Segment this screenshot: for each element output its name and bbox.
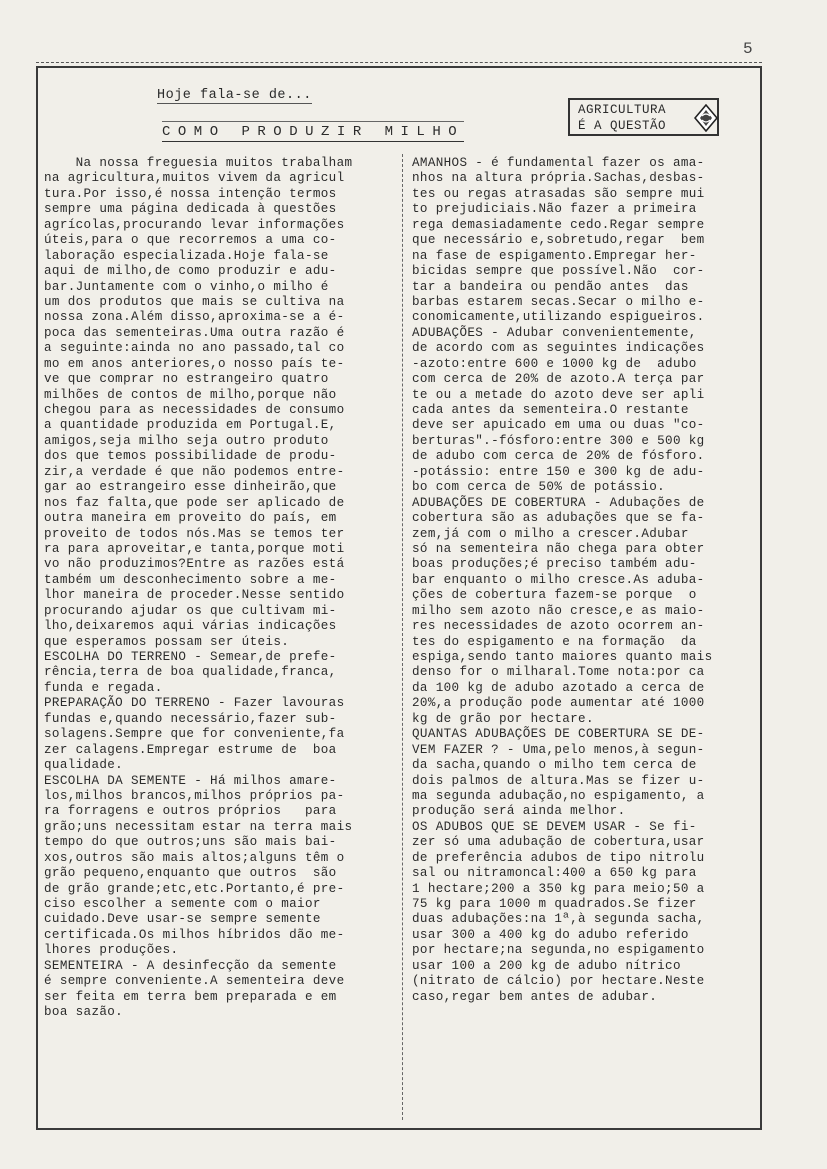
text-line: procurando ajudar os que cultivam mi- — [44, 603, 337, 618]
text-line: da 100 kg de adubo azotado a cerca de — [412, 680, 705, 695]
text-line: lhor maneira de proceder.Nesse sentido — [44, 588, 345, 603]
badge-line-1: AGRICULTURA — [578, 103, 667, 117]
text-line: ESCOLHA DA SEMENTE - Há milhos amare- — [44, 773, 337, 788]
text-line: OS ADUBOS QUE SE DEVEM USAR - Se fi- — [412, 819, 697, 834]
text-line: QUANTAS ADUBAÇÕES DE COBERTURA SE DE- — [412, 727, 705, 742]
text-line: a seguinte:ainda no ano passado,tal co — [44, 341, 345, 356]
text-line: ADUBAÇÕES DE COBERTURA - Adubações de — [412, 495, 705, 510]
text-line: ções de cobertura fazem-se porque o — [412, 588, 697, 603]
text-line: tempo do que outros;uns são mais bai- — [44, 835, 337, 850]
text-line: tar a bandeira ou pendão antes das — [412, 279, 689, 294]
text-line: Na nossa freguesia muitos trabalham — [44, 156, 353, 170]
text-line: um dos produtos que mais se cultiva na — [44, 294, 345, 309]
text-line: cuidado.Deve usar-se sempre semente — [44, 912, 321, 927]
intro-text: Hoje fala-se de... — [157, 88, 312, 103]
text-line: ser feita em terra bem preparada e em — [44, 989, 337, 1004]
text-line: agrícolas,procurando levar informações — [44, 217, 345, 232]
text-line: to prejudiciais.Não fazer a primeira — [412, 202, 697, 217]
text-line: na fase de espigamento.Empregar her- — [412, 248, 697, 263]
text-line: sal ou nitramoncal:400 a 650 kg para — [412, 866, 697, 881]
badge-text — [578, 102, 666, 134]
text-line: PREPARAÇÃO DO TERRENO - Fazer lavouras — [44, 696, 345, 711]
text-line: AMANHOS - é fundamental fazer os ama- — [412, 156, 705, 170]
text-line: los,milhos brancos,milhos próprios pa- — [44, 788, 345, 803]
text-line: é sempre conveniente.A sementeira deve — [44, 974, 345, 989]
intro-heading — [157, 88, 312, 103]
text-line: grão pequeno,enquanto que outros são — [44, 866, 337, 881]
text-line: zir,a verdade é que não podemos entre- — [44, 464, 345, 479]
left-column — [44, 156, 394, 1021]
text-line: SEMENTEIRA - A desinfecção da semente — [44, 958, 337, 973]
text-line: lho,deixaremos aqui várias indicações — [44, 619, 337, 634]
text-line: ve que comprar no estrangeiro quatro — [44, 372, 329, 387]
text-line: 20%,a produção pode aumentar até 1000 — [412, 696, 705, 711]
text-line: também um desconhecimento sobre a me- — [44, 572, 337, 587]
text-line: bo com cerca de 50% de potássio. — [412, 480, 666, 495]
text-line: te ou a metade do azoto deve ser apli — [412, 387, 705, 402]
text-line: xos,outros são mais altos;alguns têm o — [44, 850, 345, 865]
text-line: usar 100 a 200 kg de adubo nítrico — [412, 958, 681, 973]
text-line: qualidade. — [44, 758, 124, 773]
text-line: com cerca de 20% de azoto.A terça par — [412, 372, 705, 387]
text-line: bicidas sempre que possível.Não cor- — [412, 264, 705, 279]
text-line: tura.Por isso,é nossa intenção termos — [44, 186, 337, 201]
text-line: vo não produzimos?Entre as razões está — [44, 557, 345, 572]
page-number: 5 — [743, 40, 753, 58]
text-line: tes do espigamento e na formação da — [412, 634, 697, 649]
text-line: ma segunda adubação,no espigamento, a — [412, 788, 705, 803]
text-line: outra maneira em proveito do país, em — [44, 511, 337, 526]
text-line: boa sazão. — [44, 1005, 124, 1020]
text-line: cobertura são as adubações que se fa- — [412, 511, 705, 526]
text-line: caso,regar bem antes de adubar. — [412, 989, 658, 1004]
text-line: só na sementeira não chega para obter — [412, 541, 705, 556]
text-line: funda e regada. — [44, 680, 163, 695]
text-line: denso for o milharal.Tome nota:por ca — [412, 665, 705, 680]
text-line: VEM FAZER ? - Uma,pelo menos,à segun- — [412, 742, 705, 757]
text-line: conomicamente,utilizando espigueiros. — [412, 310, 705, 325]
text-line: chegou para as necessidades de consumo — [44, 403, 345, 417]
article-title: COMO PRODUZIR MILHO — [162, 121, 464, 142]
text-line: bar.Juntamente com o vinho,o milho é — [44, 279, 329, 294]
text-line: res necessidades de azoto ocorrem an- — [412, 619, 705, 634]
frame-top-dash — [36, 62, 762, 63]
text-line: gar ao estrangeiro esse dinheirão,que — [44, 480, 337, 495]
text-line: usar 300 a 400 kg do adubo referido — [412, 927, 689, 942]
text-line: ra forragens e outros próprios para — [44, 804, 337, 819]
badge-line-2: É A QUESTÃO — [578, 119, 667, 133]
text-line: aqui de milho,de como produzir e adu- — [44, 264, 337, 279]
text-line: milhões de contos de milho,porque não — [44, 387, 337, 402]
text-line: nos faz falta,que pode ser aplicado de — [44, 495, 345, 510]
text-line: grão;uns necessitam estar na terra mais — [44, 819, 353, 834]
text-line: laboração especializada.Hoje fala-se — [44, 248, 329, 263]
text-line: rega demasiadamente cedo.Regar sempre — [412, 217, 705, 232]
text-line: 1 hectare;200 a 350 kg para meio;50 a — [412, 881, 705, 896]
column-divider — [402, 154, 403, 1120]
text-line: berturas".-fósforo:entre 300 e 500 kg — [412, 433, 705, 448]
text-line: boas produções;é preciso também adu- — [412, 557, 697, 572]
text-line: de adubo com cerca de 20% de fósforo. — [412, 449, 705, 464]
text-line: de acordo com as seguintes indicações — [412, 341, 705, 356]
text-line: da sacha,quando o milho tem cerca de — [412, 758, 697, 773]
text-line: solagens.Sempre que for conveniente,fa — [44, 727, 345, 742]
text-line: zer só uma adubação de cobertura,usar — [412, 835, 705, 850]
text-line: proveito de todos nós.Mas se temos ter — [44, 526, 345, 541]
text-line: nhos na altura própria.Sachas,desbas- — [412, 171, 705, 186]
text-line: produção será ainda melhor. — [412, 804, 626, 819]
text-line: bar enquanto o milho cresce.As aduba- — [412, 572, 705, 587]
text-line: espiga,sendo tanto maiores quanto mais — [412, 650, 713, 664]
emblem-icon — [694, 104, 718, 132]
text-line: úteis,para o que recorremos a uma co- — [44, 233, 337, 248]
text-line: barbas estarem secas.Secar o milho e- — [412, 294, 705, 309]
text-line: fundas e,quando necessário,fazer sub- — [44, 711, 337, 726]
text-line: mo em anos anteriores,o nosso país te- — [44, 356, 345, 371]
text-line: zem,já com o milho a crescer.Adubar — [412, 526, 689, 541]
text-line: 75 kg para 1000 m quadrados.Se fizer — [412, 897, 697, 911]
text-line: tes ou regas atrasadas são sempre mui — [412, 186, 705, 201]
text-line: -azoto:entre 600 e 1000 kg de adubo — [412, 356, 697, 371]
text-line: milho sem azoto não cresce,e as maio- — [412, 603, 705, 618]
text-line: a quantidade produzida em Portugal.E, — [44, 418, 337, 433]
text-line: que esperamos possam ser úteis. — [44, 634, 290, 649]
text-line: lhores produções. — [44, 943, 179, 958]
text-line: na agricultura,muitos vivem da agricul — [44, 171, 345, 186]
text-line: dois palmos de altura.Mas se fizer u- — [412, 773, 705, 788]
text-line: ADUBAÇÕES - Adubar convenientemente, — [412, 325, 697, 340]
text-line: amigos,seja milho seja outro produto — [44, 433, 329, 448]
text-line: kg de grão por hectare. — [412, 711, 594, 726]
text-line: poca das sementeiras.Uma outra razão é — [44, 325, 345, 340]
text-line: que necessário e,sobretudo,regar bem — [412, 233, 705, 248]
text-line: cada antes da sementeira.O restante — [412, 403, 689, 417]
text-line: ESCOLHA DO TERRENO - Semear,de prefe- — [44, 650, 337, 664]
text-line: por hectare;na segunda,no espigamento — [412, 943, 705, 958]
text-line: de preferência adubos de tipo nitrolu — [412, 850, 705, 865]
text-line: dos que temos possibilidade de produ- — [44, 449, 337, 464]
text-line: ciso escolher a semente com o maior — [44, 897, 321, 911]
right-column — [412, 156, 772, 1005]
text-line: sempre uma página dedicada à questões — [44, 202, 337, 217]
text-line: -potássio: entre 150 e 300 kg de adu- — [412, 464, 705, 479]
text-line: de grão grande;etc,etc.Portanto,é pre- — [44, 881, 345, 896]
text-line: (nitrato de cálcio) por hectare.Neste — [412, 974, 705, 989]
text-line: rência,terra de boa qualidade,franca, — [44, 665, 337, 680]
text-line: zer calagens.Empregar estrume de boa — [44, 742, 337, 757]
text-line: duas adubações:na 1ª,à segunda sacha, — [412, 912, 705, 927]
text-line: certificada.Os milhos híbridos dão me- — [44, 927, 345, 942]
text-line: deve ser apuicado em uma ou duas "co- — [412, 418, 705, 433]
text-line: ra para aproveitar,e tanta,porque moti — [44, 541, 345, 556]
text-line: nossa zona.Além disso,aproxima-se a é- — [44, 310, 345, 325]
section-badge — [568, 98, 719, 136]
